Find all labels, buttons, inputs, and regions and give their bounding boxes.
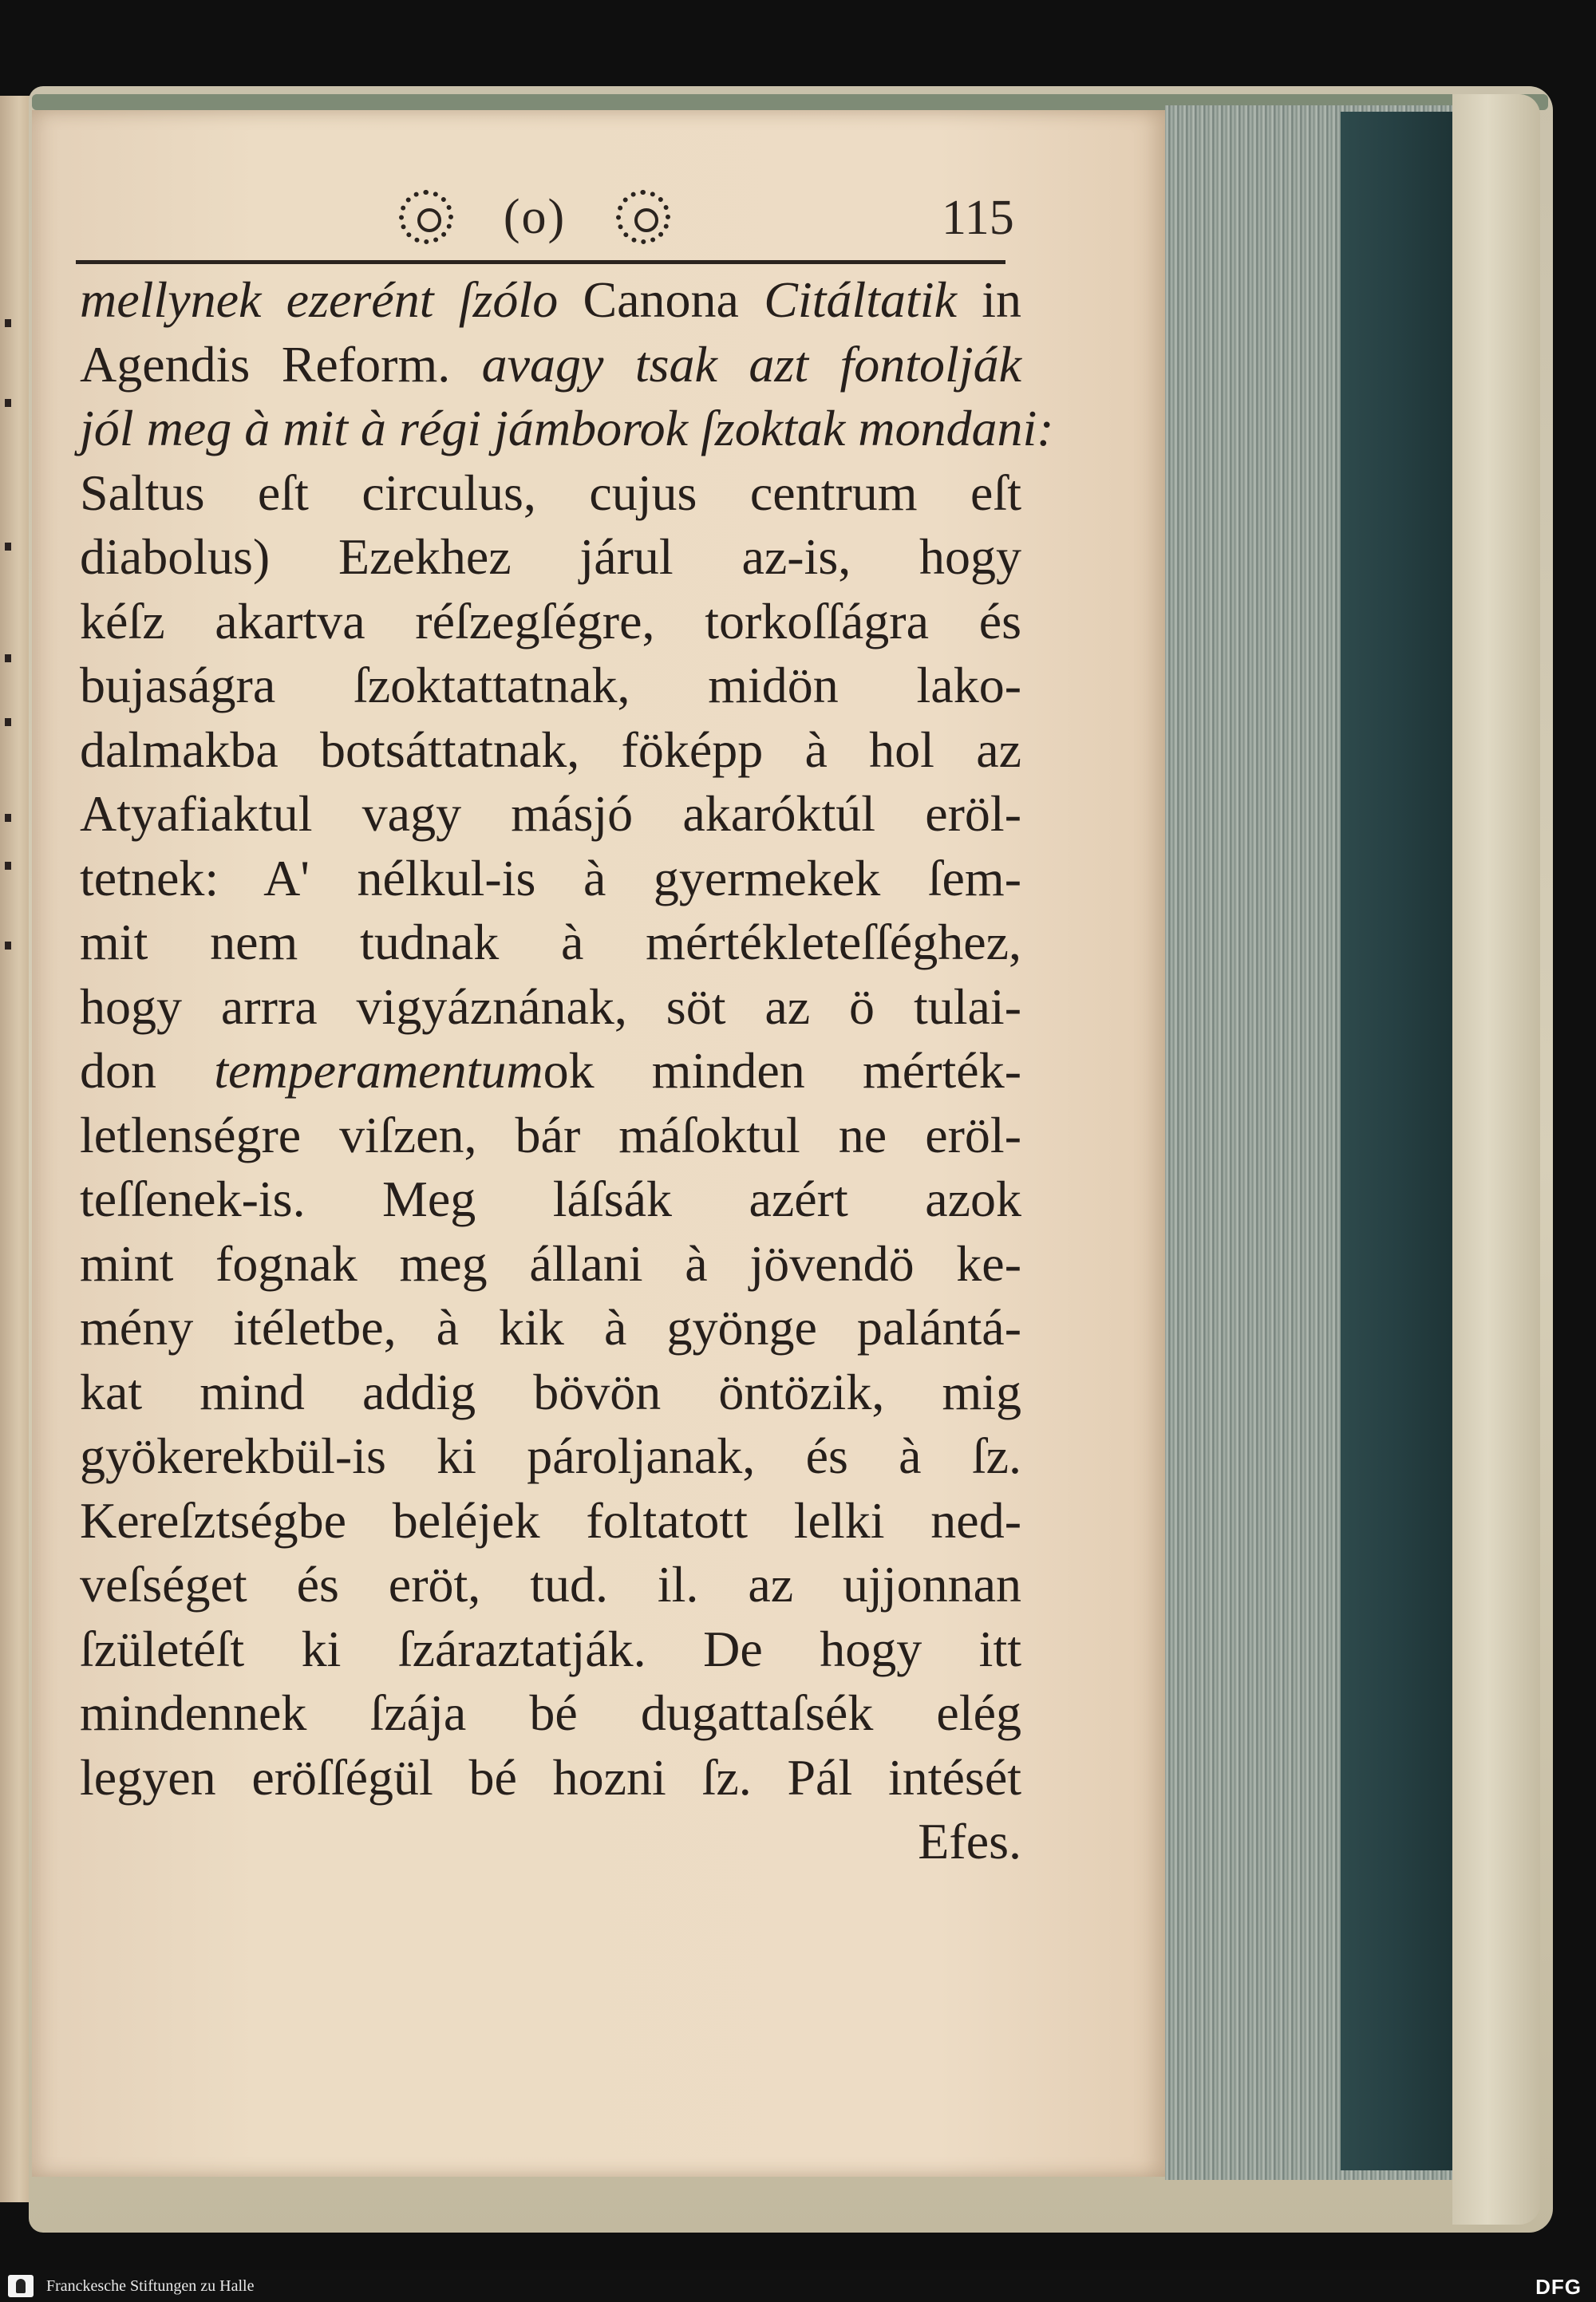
text-line	[80, 590, 1021, 654]
text-span: diabolus) Ezekhez járul az-is, hogy	[80, 528, 1021, 585]
text-line	[80, 1681, 1021, 1746]
page-body-text	[80, 268, 1054, 1874]
rosette-icon	[616, 190, 670, 244]
text-line	[80, 910, 1021, 975]
adjacent-page-edge	[0, 96, 32, 2202]
institution-logo-icon	[8, 2275, 34, 2297]
italic-span: mellynek ezerént ſzólo	[80, 271, 559, 328]
text-line	[80, 1232, 1021, 1297]
text-span: in	[956, 271, 1021, 328]
text-span: ſzületéſt ki ſzáraztatják. De hogy itt	[80, 1620, 1021, 1677]
text-line	[80, 1360, 1021, 1425]
text-span: legyen eröſſégül bé hozni ſz. Pál intését	[80, 1748, 1021, 1806]
text-span: mindennek ſzája bé dugattaſsék elég	[80, 1684, 1021, 1741]
text-span: bujaságra ſzoktattatnak, midön lako-	[80, 657, 1021, 713]
text-span: letlenségre viſzen, bár máſoktul ne eröl-	[80, 1106, 1021, 1163]
text-span: dalmakba botsáttatnak, föképp à hol az	[80, 721, 1021, 778]
text-span: Atyafiaktul vagy másjó akaróktúl eröl-	[80, 785, 1021, 842]
institution-name: Franckesche Stiftungen zu Halle	[46, 2277, 255, 2295]
text-span: veſséget és eröt, tud. il. az ujjonnan	[80, 1556, 1021, 1613]
text-line	[80, 847, 1021, 911]
page-block-dark-edges	[1341, 112, 1452, 2170]
text-span: Agendis Reform.	[80, 335, 482, 393]
italic-span: jól meg à mit à régi jámborok ſzoktak mondani:	[80, 400, 1054, 456]
italic-span: Citáltatik	[764, 271, 957, 328]
text-line	[80, 1489, 1021, 1554]
text-line	[80, 975, 1021, 1040]
header-ornament-center: (o)	[503, 189, 567, 244]
text-span: don	[80, 1042, 215, 1099]
text-span: teſſenek-is. Meg láſsák azért azok	[80, 1171, 1021, 1227]
text-span: tetnek: A' nélkul-is à gyermekek ſem-	[80, 849, 1021, 906]
text-line	[80, 653, 1021, 718]
text-span: mény itéletbe, à kik à gyönge palántá-	[80, 1299, 1021, 1356]
text-span: mit nem tudnak à mértékleteſſéghez,	[80, 914, 1021, 970]
text-span: ok minden mérték-	[543, 1042, 1022, 1099]
cover-right-edge	[1452, 94, 1540, 2225]
text-line	[80, 1617, 1021, 1682]
text-line	[80, 1424, 1021, 1489]
text-span: kéſz akartva réſzegſégre, torkoſſágra és	[80, 592, 1021, 650]
text-span: gyökerekbül-is ki pároljanak, és à ſz.	[80, 1427, 1021, 1484]
header-rule	[76, 260, 1005, 264]
text-line	[80, 718, 1021, 783]
italic-span: avagy tsak azt fontolják	[481, 335, 1022, 393]
italic-span: temperamentum	[214, 1042, 543, 1099]
text-line	[80, 397, 1054, 461]
page-number: 115	[942, 191, 1014, 245]
text-line	[80, 268, 1021, 333]
text-line	[80, 782, 1021, 847]
text-line	[80, 1167, 1021, 1232]
text-span: Kereſztségbe beléjek foltatott lelki ned-	[80, 1491, 1021, 1549]
text-span: Canona	[558, 271, 764, 328]
text-span: Saltus eſt circulus, cujus centrum eſt	[80, 464, 1021, 521]
text-line	[80, 525, 1021, 590]
header-ornament	[399, 185, 670, 249]
catchword: Efes.	[918, 1813, 1021, 1870]
text-line	[80, 1039, 1021, 1104]
text-line	[80, 461, 1021, 526]
text-span: mint fognak meg állani à jövendö ke-	[80, 1234, 1021, 1292]
viewer-footer	[0, 2270, 1596, 2302]
text-line	[80, 1553, 1021, 1617]
text-line	[80, 1104, 1021, 1168]
text-line	[80, 1296, 1021, 1360]
text-span: kat mind addig bövön öntözik, mig	[80, 1363, 1021, 1420]
text-line	[80, 333, 1021, 397]
text-line	[80, 1746, 1021, 1810]
dfg-logo: DFG	[1535, 2275, 1582, 2299]
rosette-icon	[399, 190, 453, 244]
text-span: hogy arrra vigyáznának, söt az ö tulai-	[80, 977, 1021, 1035]
